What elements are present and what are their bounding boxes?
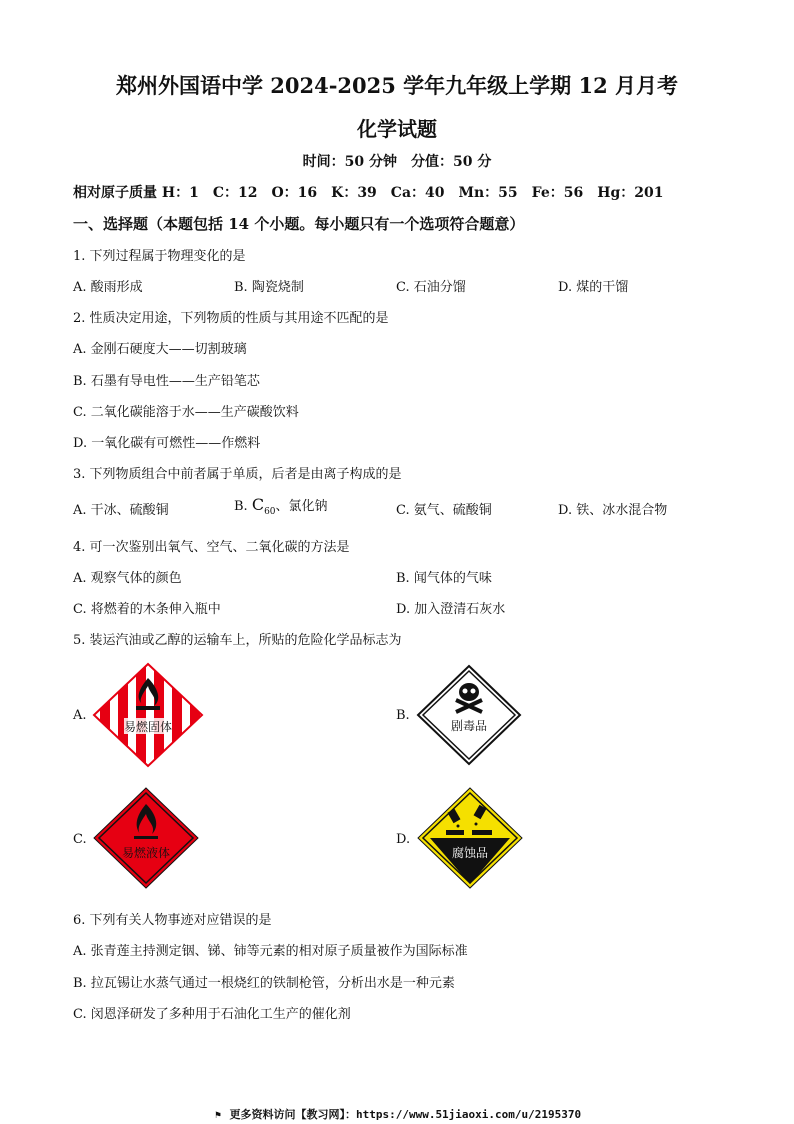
skull-icon xyxy=(459,683,479,701)
footer-link[interactable]: 更多资料访问【教习网】：https://www.51jiaoxi.com/u/2195370 xyxy=(229,1108,582,1121)
question-1-stem: 1. 下列过程属于物理变化的是 xyxy=(73,249,246,264)
question-5-option-a-label: A. xyxy=(73,708,87,723)
toxic-text: 剧毒品 xyxy=(450,719,488,733)
question-3-stem: 3. 下列物质组合中前者属于单质，后者是由离子构成的是 xyxy=(73,467,402,482)
question-3-option-d: D. 铁、冰水混合物 xyxy=(558,503,668,518)
question-2-option-c: C. 二氧化碳能溶于水——生产碳酸饮料 xyxy=(73,405,299,420)
flammable-liquid-text: 易燃液体 xyxy=(121,846,171,860)
section-title: 一、选择题（本题包括 14 个小题。每小题只有一个选项符合题意） xyxy=(73,215,525,233)
flammable-solid-sign xyxy=(92,662,204,768)
question-4-option-c: C. 将燃着的木条伸入瓶中 xyxy=(73,602,221,617)
footer xyxy=(0,1106,794,1122)
question-5-option-c-label: C. xyxy=(73,832,87,847)
question-1-option-d: D. 煤的干馏 xyxy=(558,280,629,295)
flammable-liquid-sign xyxy=(92,786,200,890)
question-3-option-b-prefix: B. xyxy=(234,499,252,514)
toxic-sign xyxy=(416,664,522,766)
question-3-option-b-suffix: 、氯化钠 xyxy=(275,499,328,514)
question-4-option-b: B. 闻气体的气味 xyxy=(396,571,492,586)
question-3-option-c: C. 氨气、硫酸铜 xyxy=(396,503,492,518)
page-title: 郑州外国语中学 2024-2025 学年九年级上学期 12 月月考 xyxy=(115,73,679,98)
question-1-option-a: A. 酸雨形成 xyxy=(73,280,143,295)
question-5-option-b-label: B. xyxy=(396,708,410,723)
question-2-stem: 2. 性质决定用途，下列物质的性质与其用途不匹配的是 xyxy=(73,311,389,326)
corrosive-sign xyxy=(416,786,524,890)
question-5-option-d-label: D. xyxy=(396,832,411,847)
question-2-option-a: A. 金刚石硬度大——切割玻璃 xyxy=(73,342,247,357)
c60-formula xyxy=(251,495,276,518)
question-4-option-a: A. 观察气体的颜色 xyxy=(73,571,182,586)
flag-icon: ⚑ xyxy=(214,1110,221,1121)
flammable-solid-text: 易燃固体 xyxy=(123,720,173,734)
question-3-option-b xyxy=(234,495,328,517)
question-5-stem: 5. 装运汽油或乙醇的运输车上，所贴的危险化学品标志为 xyxy=(73,633,402,648)
page-subtitle: 化学试题 xyxy=(357,117,437,141)
question-6-stem: 6. 下列有关人物事迹对应错误的是 xyxy=(73,913,272,928)
atomic-mass-line: 相对原子质量 H：1 C：12 O：16 K：39 Ca：40 Mn：55 Fe：56 Hg：201 xyxy=(73,185,664,201)
question-6-option-a: A. 张青莲主持测定铟、锑、铈等元素的相对原子质量被作为国际标准 xyxy=(73,944,468,959)
question-2-option-d: D. 一氧化碳有可燃性——作燃料 xyxy=(73,436,261,451)
question-3-option-a: A. 干冰、硫酸铜 xyxy=(73,503,169,518)
exam-time-score: 时间：50 分钟 分值：50 分 xyxy=(302,154,492,170)
corrosive-text: 腐蚀品 xyxy=(451,846,489,860)
question-1-option-b: B. 陶瓷烧制 xyxy=(234,280,304,295)
question-2-option-b: B. 石墨有导电性——生产铅笔芯 xyxy=(73,374,260,389)
question-6-option-c: C. 闵恩泽研发了多种用于石油化工生产的催化剂 xyxy=(73,1007,351,1022)
c60-subscript: 60 xyxy=(264,507,276,518)
question-1-option-c: C. 石油分馏 xyxy=(396,280,466,295)
question-4-option-d: D. 加入澄清石灰水 xyxy=(396,602,506,617)
question-6-option-b: B. 拉瓦锡让水蒸气通过一根烧红的铁制枪管，分析出水是一种元素 xyxy=(73,976,455,991)
c60-symbol: C xyxy=(251,495,265,514)
question-4-stem: 4. 可一次鉴别出氧气、空气、二氧化碳的方法是 xyxy=(73,540,350,555)
